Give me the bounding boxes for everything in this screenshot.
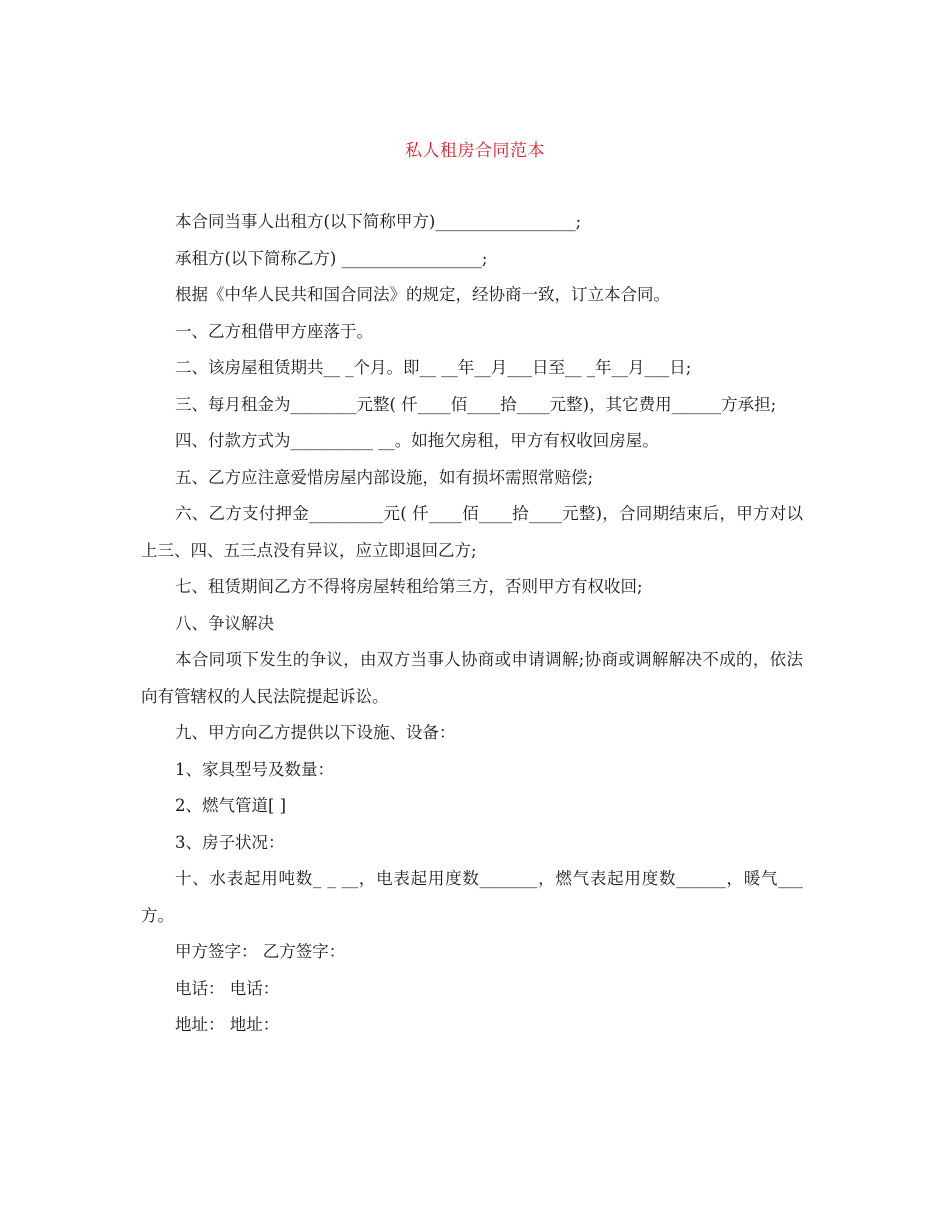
clause-4-payment: 四、付款方式为__________ __。如拖欠房租，甲方有权收回房屋。: [175, 431, 659, 450]
clause-8-heading: 八、争议解决: [175, 613, 274, 633]
facility-item-house-condition: 3、房子状况：: [175, 832, 285, 852]
signature-line: 甲方签字： 乙方签字：: [175, 942, 346, 961]
clause-8-dispute: 本合同项下发生的争议，由双方当事人协商或申请调解;协商或调解解决不成的，依法向有管辖权的人民法院提起诉讼。: [141, 650, 803, 706]
facility-item-gas-pipe: 2、燃气管道[ ]: [175, 796, 287, 815]
paragraph-lessee: 承租方(以下简称乙方) _________________;: [175, 248, 488, 268]
clause-5-care: 五、乙方应注意爱惜房屋内部设施，如有损坏需照常赔偿;: [175, 467, 594, 487]
clause-3-rent: 三、每月租金为________元整( 仟____佰____拾____元整)，其它费用______方承担;: [175, 394, 777, 414]
clause-10-meters: 十、水表起用吨数_ _ __，电表起用度数_______，燃气表起用度数______，暖气___方。: [141, 869, 803, 925]
facility-item-furniture: 1、家具型号及数量：: [175, 759, 334, 779]
clause-9-facilities: 九、甲方向乙方提供以下设施、设备：: [175, 723, 456, 742]
paragraph-legal-basis: 根据《中华人民共和国合同法》的规定，经协商一致，订立本合同。: [175, 285, 670, 304]
clause-1-location: 一、乙方租借甲方座落于。: [175, 321, 373, 341]
address-line: 地址： 地址：: [175, 1015, 280, 1034]
clause-7-sublet: 七、租赁期间乙方不得将房屋转租给第三方，否则甲方有权收回;: [175, 577, 643, 596]
clause-2-term: 二、该房屋租赁期共__ _个月。即__ __年__月___日至__ _年__月___日;: [175, 358, 692, 377]
paragraph-lessor: 本合同当事人出租方(以下简称甲方)_________________;: [175, 212, 582, 231]
phone-line: 电话： 电话：: [175, 978, 280, 998]
document-title: 私人租房合同范本: [405, 141, 545, 161]
clause-6-deposit: 六、乙方支付押金_________元( 仟____佰____拾____元整)，合同期结束后，甲方对以上三、四、五三点没有异议，应立即退回乙方;: [141, 504, 803, 560]
document-body: [141, 204, 803, 1044]
